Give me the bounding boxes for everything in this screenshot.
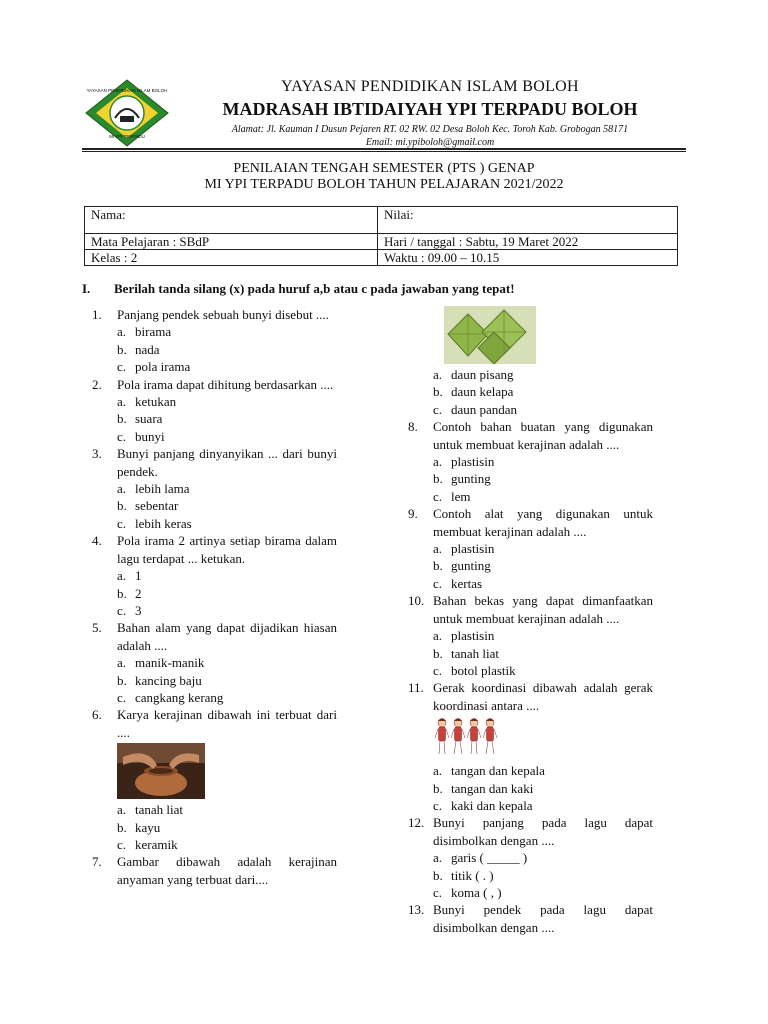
option-text: daun pisang bbox=[451, 367, 514, 382]
question-number: 3. bbox=[92, 446, 102, 462]
option-11a[interactable] bbox=[408, 762, 653, 779]
option-10b[interactable] bbox=[408, 645, 653, 662]
question-text: Contoh alat yang digunakan untuk membuat kerajinan adalah .... bbox=[433, 506, 653, 539]
option-text: nada bbox=[135, 341, 160, 357]
option-letter: c. bbox=[117, 689, 127, 705]
option-letter: a. bbox=[117, 394, 127, 410]
class-cell: Kelas : 2 bbox=[85, 250, 378, 266]
option-text: 1 bbox=[135, 568, 142, 584]
option-letter: b. bbox=[433, 645, 443, 661]
option-1a[interactable] bbox=[92, 323, 337, 340]
option-text: kancing baju bbox=[135, 672, 202, 688]
score-field[interactable]: Nilai: bbox=[378, 207, 678, 234]
option-5b[interactable] bbox=[92, 672, 337, 689]
option-letter: b. bbox=[117, 411, 127, 427]
option-letter: c. bbox=[433, 575, 443, 591]
option-text: manik-manik bbox=[135, 655, 205, 671]
question-6 bbox=[92, 706, 337, 741]
question-7 bbox=[92, 853, 337, 888]
exam-subtitle: MI YPI TERPADU BOLOH TAHUN PELAJARAN 2021/2022 bbox=[204, 177, 564, 192]
section-instruction: Berilah tanda silang (x) pada huruf a,b atau c pada jawaban yang tepat! bbox=[114, 281, 515, 296]
question-text: Bunyi pendek pada lagu dapat disimbolkan dengan .... bbox=[433, 902, 653, 935]
option-letter: b. bbox=[117, 819, 127, 835]
date-cell: Hari / tanggal : Sabtu, 19 Maret 2022 bbox=[378, 234, 678, 250]
logo-text-bottom: MI YPI TERPADU bbox=[109, 134, 145, 139]
question-number: 9. bbox=[408, 506, 418, 522]
question-4 bbox=[92, 532, 337, 567]
option-text: titik ( . ) bbox=[451, 867, 494, 883]
option-letter: c. bbox=[117, 428, 127, 444]
option-letter: a. bbox=[433, 850, 443, 866]
option-6b[interactable] bbox=[92, 819, 337, 836]
section-number: I. bbox=[82, 281, 91, 296]
option-6a[interactable] bbox=[92, 801, 337, 818]
question-text: Bunyi panjang dinyanyikan ... dari bunyi pendek. bbox=[117, 446, 337, 479]
option-11b[interactable] bbox=[408, 780, 653, 797]
option-letter: a. bbox=[117, 324, 127, 340]
option-text: suara bbox=[135, 411, 163, 427]
foundation-name: YAYASAN PENDIDIKAN ISLAM BOLOH bbox=[281, 78, 579, 95]
option-1b[interactable] bbox=[92, 341, 337, 358]
option-12b[interactable] bbox=[408, 867, 653, 884]
option-3b[interactable] bbox=[92, 497, 337, 514]
option-text: plastisin bbox=[451, 454, 495, 470]
option-text: bunyi bbox=[135, 428, 165, 444]
option-letter: b. bbox=[117, 498, 127, 514]
option-text: tanah liat bbox=[451, 645, 500, 661]
question-number: 13. bbox=[408, 902, 425, 918]
option-letter: a. bbox=[433, 763, 443, 779]
option-text: tangan dan kaki bbox=[451, 780, 534, 796]
question-text: Pola irama 2 artinya setiap birama dalam lagu terdapat ... ketukan. bbox=[117, 533, 337, 566]
option-5a[interactable] bbox=[92, 654, 337, 671]
option-text: kayu bbox=[135, 819, 161, 835]
option-letter: c. bbox=[117, 836, 127, 852]
option-9b[interactable] bbox=[408, 557, 653, 574]
option-letter: a. bbox=[433, 367, 443, 382]
option-2a[interactable] bbox=[92, 393, 337, 410]
question-text: Contoh bahan buatan yang digunakan untuk membuat kerajinan adalah .... bbox=[433, 419, 653, 452]
exam-title: PENILAIAN TENGAH SEMESTER (PTS ) GENAP bbox=[233, 161, 535, 176]
question-8 bbox=[408, 418, 653, 453]
question-number: 10. bbox=[408, 593, 425, 609]
option-letter: c. bbox=[433, 488, 443, 504]
question-5 bbox=[92, 619, 337, 654]
option-text: botol plastik bbox=[451, 662, 516, 678]
option-text: gunting bbox=[451, 558, 491, 574]
option-letter: b. bbox=[433, 471, 443, 487]
question-text: Bunyi panjang pada lagu dapat disimbolkan dengan .... bbox=[433, 815, 653, 848]
school-name: MADRASAH IBTIDAIYAH YPI TERPADU BOLOH bbox=[222, 99, 638, 119]
option-text: sebentar bbox=[135, 498, 179, 514]
option-4b[interactable] bbox=[92, 585, 337, 602]
header-rule-thin bbox=[82, 151, 686, 152]
question-number: 8. bbox=[408, 419, 418, 435]
question-text: Pola irama dapat dihitung berdasarkan .... bbox=[117, 376, 334, 392]
option-10c[interactable] bbox=[408, 662, 653, 679]
question-number: 5. bbox=[92, 620, 102, 636]
question-number: 12. bbox=[408, 815, 425, 831]
option-letter: b. bbox=[117, 341, 127, 357]
question-12 bbox=[408, 814, 653, 849]
header-rule bbox=[82, 148, 686, 150]
option-text: pola irama bbox=[135, 359, 191, 375]
option-letter: b. bbox=[433, 384, 443, 400]
option-letter: a. bbox=[117, 802, 127, 818]
question-number: 6. bbox=[92, 707, 102, 723]
option-letter: b. bbox=[117, 585, 127, 601]
option-letter: b. bbox=[433, 867, 443, 883]
question-10 bbox=[408, 592, 653, 627]
option-text: 2 bbox=[135, 585, 142, 601]
questions-right-column bbox=[408, 306, 653, 936]
option-11c[interactable] bbox=[408, 797, 653, 814]
option-3c[interactable] bbox=[92, 515, 337, 532]
question-number: 11. bbox=[408, 680, 424, 696]
option-letter: c. bbox=[433, 401, 443, 417]
option-text: daun kelapa bbox=[451, 384, 514, 400]
question-text: Gambar dibawah adalah kerajinan anyaman yang terbuat dari.... bbox=[117, 854, 337, 887]
option-letter: a. bbox=[433, 541, 443, 557]
option-letter: b. bbox=[433, 558, 443, 574]
section-heading bbox=[82, 281, 515, 297]
option-12a[interactable] bbox=[408, 849, 653, 866]
option-letter: c. bbox=[117, 359, 127, 375]
question-2 bbox=[92, 376, 337, 393]
option-letter: a. bbox=[433, 454, 443, 470]
question-number: 7. bbox=[92, 854, 102, 870]
option-text: tangan dan kepala bbox=[451, 763, 545, 779]
question-13 bbox=[408, 901, 653, 936]
pottery-image bbox=[117, 743, 205, 799]
question-text: Karya kerajinan dibawah ini terbuat dari .... bbox=[117, 707, 337, 740]
option-text: koma ( , ) bbox=[451, 884, 502, 900]
student-info-table bbox=[84, 206, 678, 266]
option-text: garis ( _____ ) bbox=[451, 850, 528, 866]
option-letter: c. bbox=[117, 602, 127, 618]
option-text: kaki dan kepala bbox=[451, 797, 533, 813]
question-text: Gerak koordinasi dibawah adalah gerak koordinasi antara .... bbox=[433, 680, 653, 713]
option-letter: c. bbox=[433, 797, 443, 813]
school-email: Email: mi.ypiboloh@gmail.com bbox=[365, 137, 495, 148]
option-letter: a. bbox=[117, 568, 127, 584]
option-letter: c. bbox=[433, 884, 443, 900]
option-8b[interactable] bbox=[408, 470, 653, 487]
question-text: Panjang pendek sebuah bunyi disebut .... bbox=[117, 307, 329, 322]
name-field[interactable]: Nama: bbox=[85, 207, 378, 234]
option-2b[interactable] bbox=[92, 410, 337, 427]
option-8a[interactable] bbox=[408, 453, 653, 470]
option-9a[interactable] bbox=[408, 540, 653, 557]
option-text: plastisin bbox=[451, 628, 495, 644]
option-5c[interactable] bbox=[92, 689, 337, 706]
option-text: kertas bbox=[451, 575, 483, 591]
option-10a[interactable] bbox=[408, 627, 653, 644]
option-6c[interactable] bbox=[92, 836, 337, 853]
question-1 bbox=[92, 306, 337, 323]
option-1c[interactable] bbox=[92, 358, 337, 375]
option-text: lebih lama bbox=[135, 481, 190, 497]
question-9 bbox=[408, 505, 653, 540]
option-text: plastisin bbox=[451, 541, 495, 557]
time-cell: Waktu : 09.00 – 10.15 bbox=[378, 250, 678, 266]
option-letter: a. bbox=[117, 655, 127, 671]
coordination-movement-image bbox=[434, 716, 500, 760]
questions-left-column bbox=[92, 306, 337, 888]
option-12c[interactable] bbox=[408, 884, 653, 901]
option-text: keramik bbox=[135, 836, 178, 852]
question-11 bbox=[408, 679, 653, 714]
option-text: gunting bbox=[451, 471, 491, 487]
option-text: 3 bbox=[135, 602, 142, 618]
option-letter: c. bbox=[433, 662, 443, 678]
option-text: cangkang kerang bbox=[135, 689, 224, 705]
option-8c[interactable] bbox=[408, 488, 653, 505]
question-number: 2. bbox=[92, 376, 102, 392]
question-text: Bahan bekas yang dapat dimanfaatkan untuk membuat kerajinan adalah .... bbox=[433, 593, 653, 626]
option-3a[interactable] bbox=[92, 480, 337, 497]
question-3 bbox=[92, 445, 337, 480]
option-letter: c. bbox=[117, 515, 127, 531]
question-number: 4. bbox=[92, 533, 102, 549]
option-letter: b. bbox=[117, 672, 127, 688]
question-number: 1. bbox=[92, 307, 102, 322]
option-7a[interactable] bbox=[408, 366, 653, 383]
option-4c[interactable] bbox=[92, 602, 337, 619]
option-4a[interactable] bbox=[92, 567, 337, 584]
ketupat-image bbox=[444, 306, 536, 364]
option-letter: a. bbox=[433, 628, 443, 644]
school-logo bbox=[84, 78, 170, 148]
option-letter: a. bbox=[117, 481, 127, 497]
subject-cell: Mata Pelajaran : SBdP bbox=[85, 234, 378, 250]
option-text: tanah liat bbox=[135, 802, 184, 818]
option-text: lem bbox=[451, 488, 471, 504]
logo-text-top: YAYASAN PENDIDIKAN ISLAM BOLOH bbox=[86, 88, 168, 93]
school-address: Alamat: Jl. Kauman I Dusun Pejaren RT. 02 RW. 02 Desa Boloh Kec. Toroh Kab. Grobogan 58171 bbox=[231, 124, 629, 135]
option-text: birama bbox=[135, 324, 172, 340]
option-text: daun pandan bbox=[451, 401, 518, 417]
option-text: ketukan bbox=[135, 394, 177, 410]
option-letter: b. bbox=[433, 780, 443, 796]
option-7c[interactable] bbox=[408, 401, 653, 418]
option-7b[interactable] bbox=[408, 383, 653, 400]
question-text: Bahan alam yang dapat dijadikan hiasan adalah .... bbox=[117, 620, 337, 653]
option-text: lebih keras bbox=[135, 515, 192, 531]
option-9c[interactable] bbox=[408, 575, 653, 592]
option-2c[interactable] bbox=[92, 428, 337, 445]
